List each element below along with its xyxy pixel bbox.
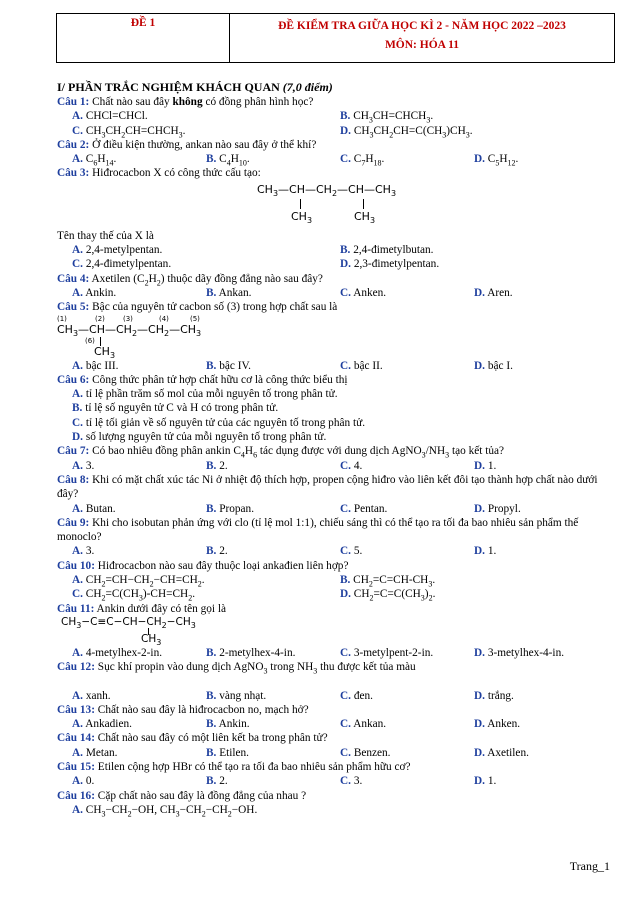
option-d: D. Anken. (474, 718, 521, 731)
atom-number: (5) (190, 314, 200, 323)
question-7: Câu 7: Có bao nhiêu đồng phân ankin $C_4H_6$ tác dụng được với dung dịch $AgNO_3/NH_3$ tạo kết tủa? (57, 445, 505, 460)
option-a: A. CHCl=CHCl. (72, 110, 148, 123)
option-c: C. 3. (340, 775, 363, 788)
formula-main-chain: $CH_3—CH—CH_2—CH—CH_3$ (257, 182, 397, 198)
question-10-options-2 (57, 587, 617, 601)
option-b: B. Etilen. (206, 746, 249, 759)
option-c: C. đen. (340, 689, 373, 702)
question-8-options (57, 502, 617, 516)
question-10-options (57, 573, 617, 587)
option-b: B. tỉ lệ số nguyên tử C và H có trong phân tử. (72, 402, 279, 415)
exam-subject: MÔN: HÓA 11 (384, 39, 460, 51)
option-b: B. $C_4H_{10}$. (206, 153, 250, 168)
exam-content (57, 80, 617, 817)
option-a: A. 3. (72, 545, 95, 558)
option-a: A. xanh. (72, 689, 111, 702)
question-3-stem-end: Tên thay thế của X là (57, 229, 154, 242)
question-5: Câu 5: Bậc của nguyên tử cacbon số (3) trong hợp chất sau là (57, 301, 338, 314)
atom-number: (1) (57, 314, 67, 323)
question-3-options-2 (57, 257, 617, 271)
option-c: C. Pentan. (340, 502, 388, 515)
option-d: D. trắng. (474, 689, 514, 702)
option-d: D. Aren. (474, 286, 513, 299)
option-a: A. tỉ lệ phần trăm số mol của mỗi nguyên tố trong phân tử. (72, 388, 338, 401)
question-10: Câu 10: Hiđrocacbon nào sau đây thuộc loại ankađien liên hợp? (57, 559, 349, 572)
question-2-options (57, 152, 617, 166)
option-c: C. 4. (340, 459, 363, 472)
exam-title: ĐỀ KIỂM TRA GIỮA HỌC KÌ 2 - NĂM HỌC 2022 –2023 (278, 20, 566, 32)
formula-branch: $CH_3$ (94, 344, 116, 360)
question-4-options (57, 286, 617, 300)
question-12: Câu 12: Sục khí propin vào dung dịch AgNO$_3$ trong $NH_3$ thu được kết tủa màu (57, 661, 416, 676)
option-a: A. Butan. (72, 502, 116, 515)
option-c: C. 5. (340, 545, 363, 558)
atom-number: (2) (95, 314, 105, 323)
atom-number: (3) (123, 314, 133, 323)
option-d: D. Propyl. (474, 502, 521, 515)
option-c: C. 3-metylpent-2-in. (340, 646, 434, 659)
question-15: Câu 15: Etilen cộng hợp HBr có thể tạo ra tối đa bao nhiêu sản phẩm hữu cơ? (57, 760, 411, 773)
option-c: C. Benzen. (340, 746, 391, 759)
option-b: B. 2. (206, 459, 228, 472)
question-7-options (57, 459, 617, 473)
question-3: Câu 3: Hiđrocacbon X có công thức cấu tạo: (57, 167, 261, 180)
question-9: Câu 9: Khi cho isobutan phản ứng với clo (tỉ lệ mol 1:1), chiếu sáng thì có thể tạo ra tối đa bao nhiêu sản phẩm thế monoclo? (57, 516, 579, 544)
question-12-options (57, 689, 617, 703)
option-b: B. 2. (206, 545, 228, 558)
option-d: D. 2,3-đimetylpentan. (340, 258, 440, 271)
option-a: A. $CH_3-CH_2-OH$, $CH_3-CH_2-CH_2-OH$. (72, 803, 258, 819)
question-14: Câu 14: Chất nào sau đây có một liên kết ba trong phân tử? (57, 732, 328, 745)
question-1-options (57, 109, 617, 123)
spacer (57, 675, 617, 689)
option-c: C. $C_7H_{18}$. (340, 153, 385, 168)
atom-number: (4) (159, 314, 169, 323)
option-c: C. tỉ lệ tối giản về số nguyên tử của các nguyên tố trong phân tử. (72, 416, 366, 429)
option-c: C. 2,4-đimetylpentan. (72, 258, 172, 271)
formula-main-chain: $CH_3-C\equiv C-CH-CH_2-CH_3$ (61, 615, 196, 630)
exam-title-box (230, 14, 614, 62)
question-11: Câu 11: Ankin dưới đây có tên gọi là (57, 602, 226, 615)
formula-main-chain: $CH_3—CH—CH_2—CH_2—CH_3$ (57, 322, 202, 338)
option-a: A. Metan. (72, 746, 118, 759)
option-c: C. $CH_2=C(CH_3)-CH=CH_2$. (72, 588, 196, 603)
option-d: D. bậc I. (474, 359, 513, 372)
option-b: B. 2. (206, 775, 228, 788)
option-b: B. $CH_3CH=CHCH_3$. (340, 110, 434, 125)
bond-line (300, 199, 301, 209)
formula-branch: $CH_3$ (141, 632, 162, 647)
question-4: Câu 4: Axetilen $(C_2H_2)$ thuộc dãy đồng đẳng nào sau đây? (57, 272, 323, 287)
option-a: A. Ankin. (72, 286, 117, 299)
option-c: C. $CH_3CH_2CH=CHCH_3$. (72, 124, 186, 139)
exam-code: ĐỀ 1 (57, 14, 230, 62)
question-11-options (57, 646, 617, 660)
option-b: B. $CH_2=C=CH-CH_3$. (340, 574, 436, 589)
formula-branch: $CH_3$ (354, 209, 376, 225)
option-d: D. 1. (474, 775, 497, 788)
option-a: A. 2,4-metylpentan. (72, 244, 163, 257)
question-3-options (57, 243, 617, 257)
question-2: Câu 2: Ở điều kiện thường, ankan nào sau đây ở thể khí? (57, 138, 317, 151)
option-d: D. 1. (474, 459, 497, 472)
question-13-options (57, 717, 617, 731)
option-a: A. $CH_2=CH-CH_2-CH=CH_2$. (72, 574, 205, 589)
option-b: B. 2-metylhex-4-in. (206, 646, 296, 659)
question-15-options (57, 774, 617, 788)
question-5-options (57, 359, 617, 373)
option-c: C. Ankan. (340, 718, 387, 731)
option-b: B. Ankin. (206, 718, 250, 731)
question-16: Câu 16: Cặp chất nào sau đây là đồng đẳng của nhau ? (57, 789, 307, 802)
option-d: D. 1. (474, 545, 497, 558)
option-a: A. bậc III. (72, 359, 119, 372)
option-d: D. 3-metylhex-4-in. (474, 646, 565, 659)
atom-number: (6) (85, 336, 95, 345)
question-1: Câu 1: Chất nào sau đây không có đồng phân hình học? (57, 96, 314, 108)
option-d: D. số lượng nguyên tử của mỗi nguyên tố trong phân tử. (72, 431, 327, 444)
option-b: B. Propan. (206, 502, 255, 515)
option-d: D. Axetilen. (474, 746, 529, 759)
bond-line (363, 199, 364, 209)
question-8: Câu 8: Khi có mặt chất xúc tác Ni ở nhiệt độ thích hợp, propen cộng hiđro vào liên kết đôi tạo thành hợp chất nào dưới đây? (57, 473, 598, 501)
option-b: B. bậc IV. (206, 359, 251, 372)
page-number: Trang_1 (569, 859, 610, 873)
option-d: D. $CH_2=C=C(CH_3)_2$. (340, 588, 436, 603)
option-b: B. vàng nhạt. (206, 689, 267, 702)
question-6: Câu 6: Công thức phân tử hợp chất hữu cơ là công thức biểu thị (57, 373, 348, 386)
structural-formula-q11 (57, 616, 617, 646)
option-a: A. $C_6H_{14}$. (72, 153, 117, 168)
exam-header (56, 13, 615, 63)
option-a: A. 3. (72, 459, 95, 472)
question-1-options-2 (57, 124, 617, 138)
question-14-options (57, 746, 617, 760)
option-a: A. 4-metylhex-2-in. (72, 646, 163, 659)
option-d: D. $CH_3CH_2CH=C(CH_3)CH_3$. (340, 124, 473, 139)
option-c: C. Anken. (340, 286, 387, 299)
option-d: D. $C_5H_{12}$. (474, 153, 519, 168)
section-title: I/ PHẦN TRẮC NGHIỆM KHÁCH QUAN (7,0 điểm) (57, 80, 333, 94)
structural-formula-q5 (57, 315, 617, 359)
structural-formula-x (57, 181, 617, 227)
question-9-options (57, 544, 617, 558)
option-b: B. 2,4-đimetylbutan. (340, 244, 434, 257)
option-b: B. Ankan. (206, 286, 252, 299)
formula-branch: $CH_3$ (291, 209, 313, 225)
option-c: C. bậc II. (340, 359, 383, 372)
question-13: Câu 13: Chất nào sau đây là hiđrocacbon no, mạch hở? (57, 703, 309, 716)
option-a: A. Ankadien. (72, 718, 132, 731)
option-a: A. 0. (72, 775, 95, 788)
